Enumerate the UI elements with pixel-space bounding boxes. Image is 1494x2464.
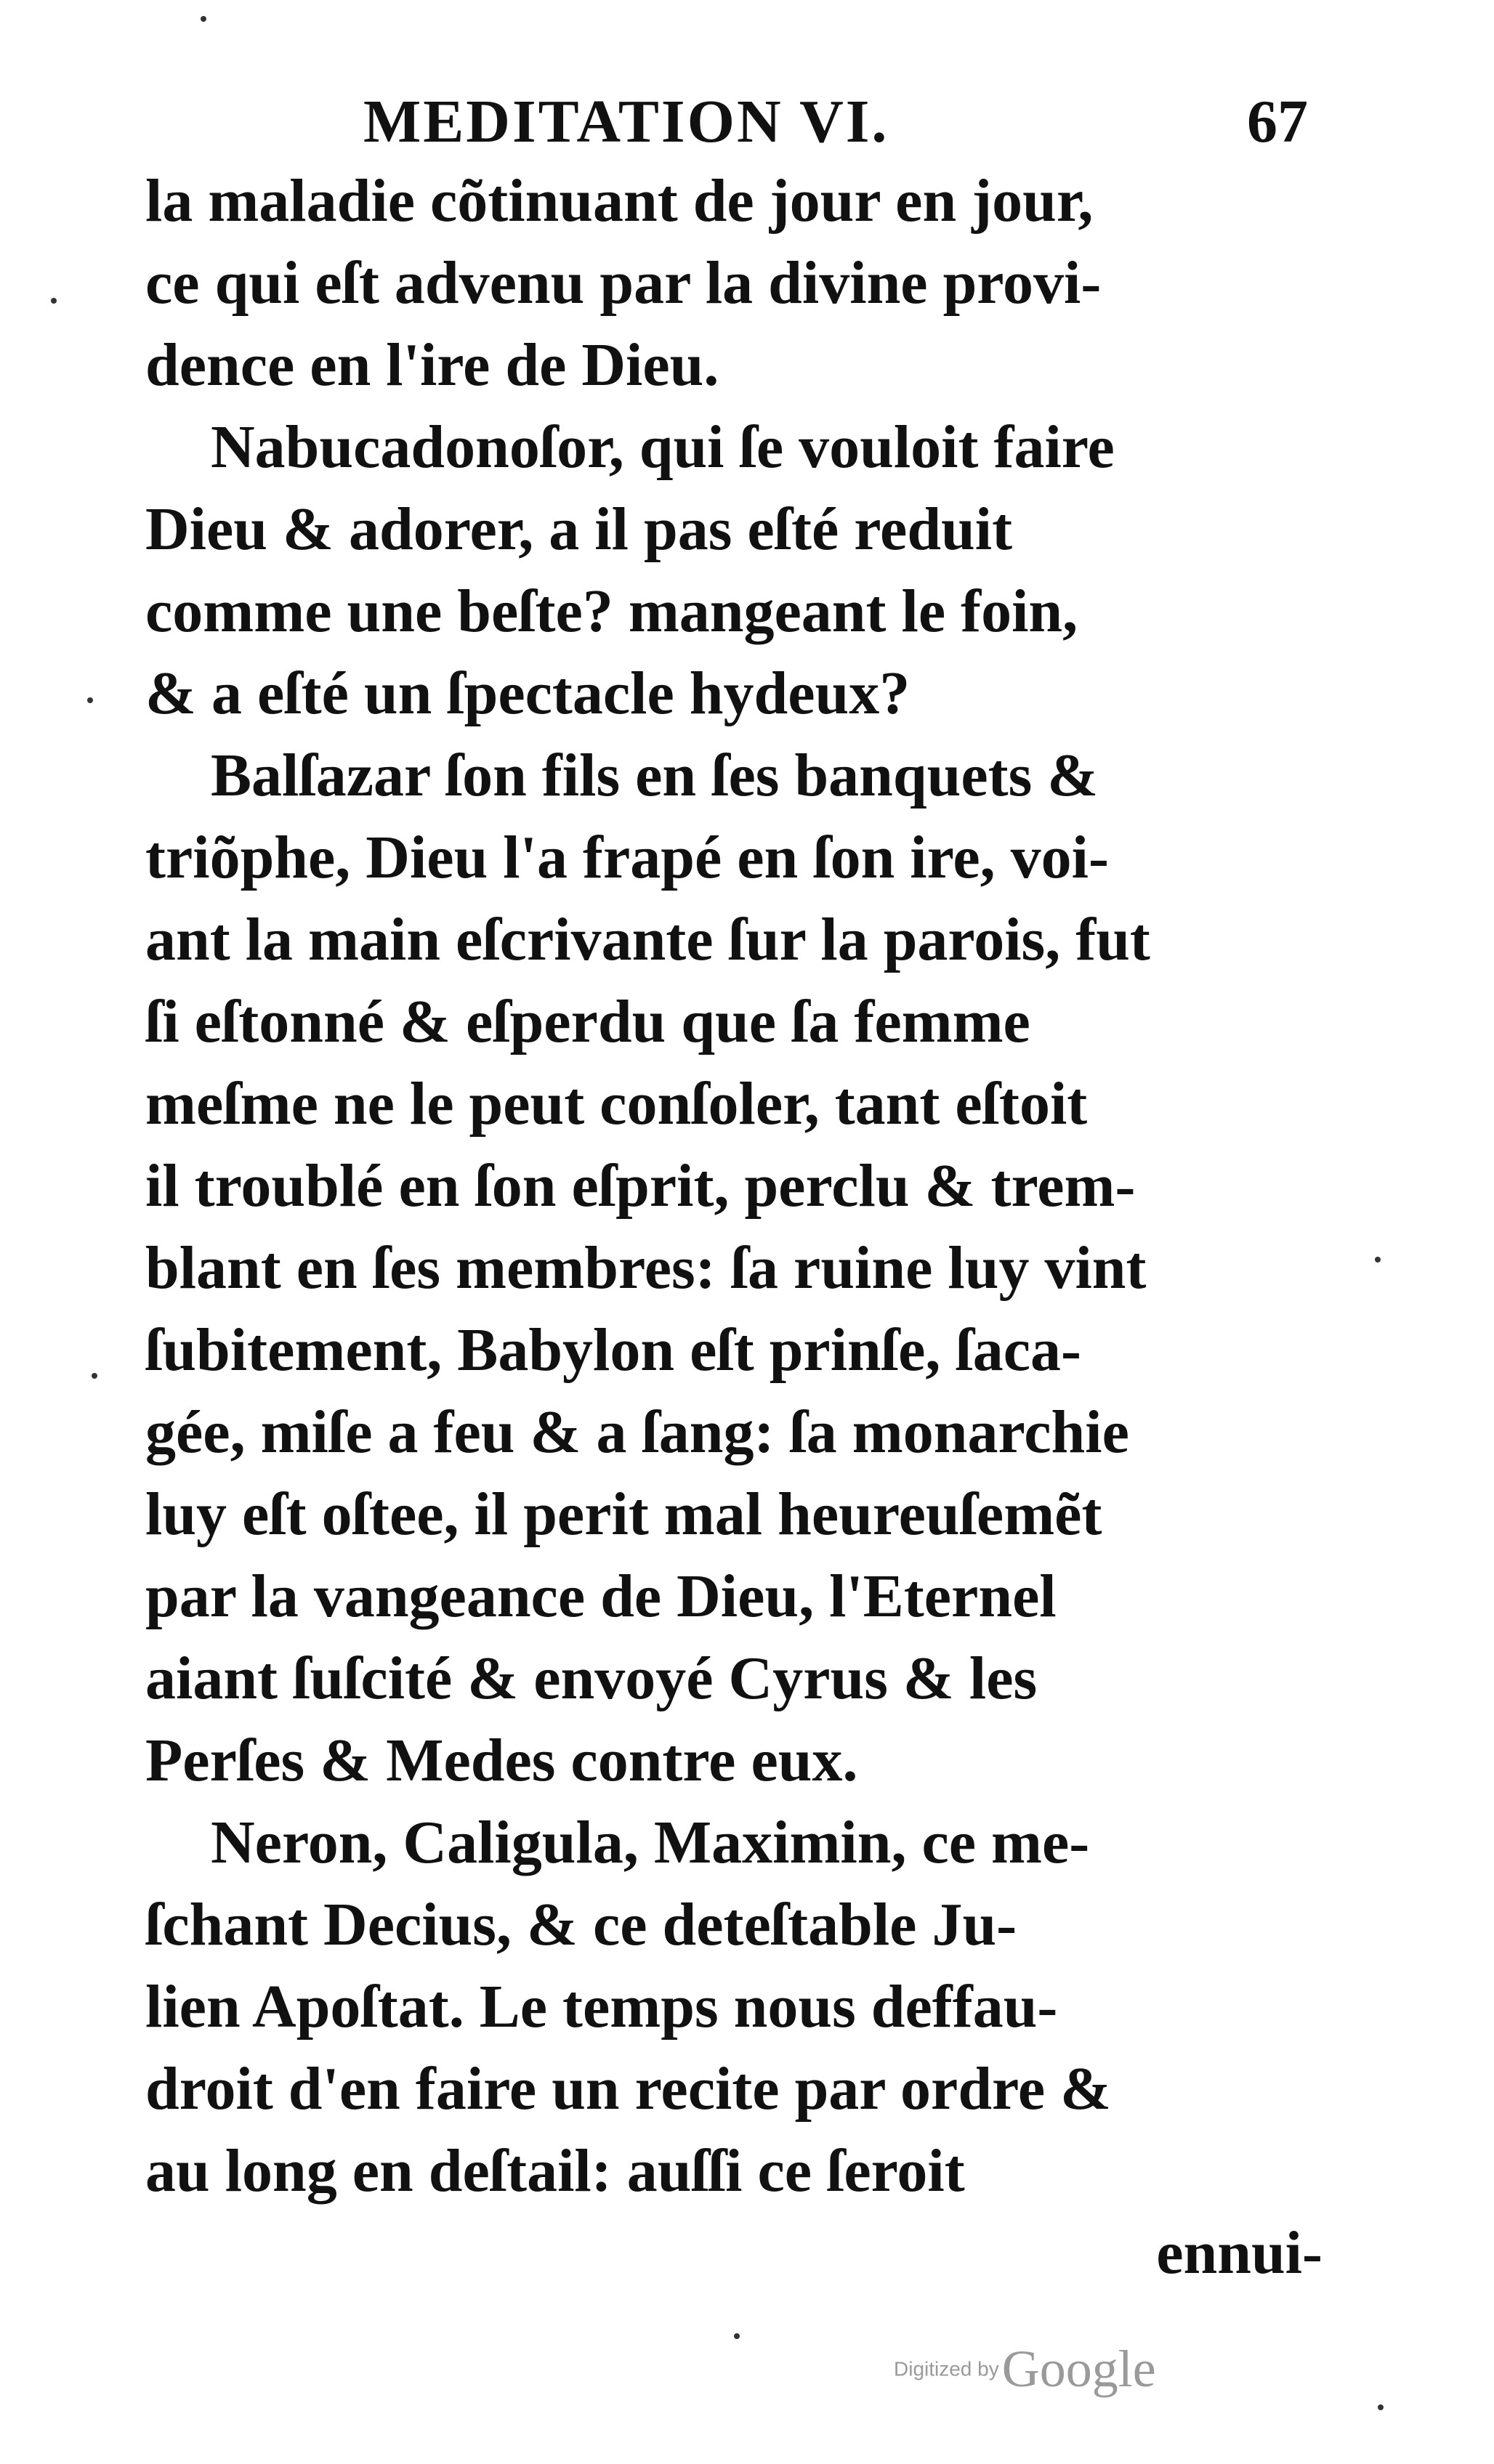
text-line: comme une beſte? mangeant le foin, (145, 578, 1078, 645)
text-line: & a eſté un ſpectacle hydeux? (145, 660, 910, 727)
watermark-prefix: Digitized by (894, 2357, 999, 2380)
text-line: droit d'en faire un recite par ordre & (145, 2055, 1112, 2123)
text-line: ſi eſtonné & eſperdu que ſa femme (145, 988, 1030, 1055)
text-line: luy eſt oſtee, il perit mal heureuſemẽt (145, 1480, 1102, 1548)
print-speck (1378, 2404, 1384, 2410)
text-line: ce qui eſt advenu par la divine provi- (145, 249, 1102, 317)
text-line: la maladie cõtinuant de jour en jour, (145, 167, 1094, 235)
text-line: blant en ſes membres: ſa ruine luy vint (145, 1234, 1147, 1302)
text-line: meſme ne le peut conſoler, tant eſtoit (145, 1070, 1088, 1138)
text-line: Dieu & adorer, a il pas eſté reduit (145, 495, 1013, 563)
text-line: gée, miſe a feu & a ſang: ſa monarchie (145, 1398, 1129, 1466)
text-line: ant la main eſcrivante ſur la parois, fut (145, 906, 1150, 973)
watermark-brand: Google (1001, 2340, 1156, 2398)
text-line: triõphe, Dieu l'a frapé en ſon ire, voi- (145, 824, 1109, 891)
text-line: lien Apoſtat. Le temps nous deffau- (145, 1973, 1058, 2040)
text-line: au long en deſtail: auſſi ce ſeroit (145, 2137, 965, 2205)
page-number: 67 (1247, 88, 1308, 155)
print-speck (1375, 1257, 1381, 1263)
running-title: MEDITATION VI. (363, 88, 889, 155)
print-speck (87, 697, 93, 703)
paragraph-start-line: Neron, Caligula, Maximin, ce me- (211, 1809, 1090, 1876)
text-line: ſubitement, Babylon eſt prinſe, ſaca- (145, 1316, 1081, 1384)
print-speck (734, 2333, 740, 2339)
paragraph-start-line: Nabucadonoſor, qui ſe vouloit faire (211, 413, 1115, 481)
text-line: ſchant Decius, & ce deteſtable Ju- (145, 1891, 1017, 1958)
page-header (363, 78, 1308, 166)
text-line: aiant ſuſcité & envoyé Cyrus & les (145, 1645, 1038, 1712)
print-speck (201, 16, 206, 22)
text-line: il troublé en ſon eſprit, perclu & trem- (145, 1152, 1136, 1220)
paragraph-start-line: Balſazar ſon fils en ſes banquets & (211, 742, 1099, 809)
body-text (145, 160, 1323, 2294)
text-line: par la vangeance de Dieu, l'Eternel (145, 1563, 1057, 1630)
digitized-watermark (894, 2339, 1156, 2399)
print-speck (51, 298, 57, 304)
text-line: dence en l'ire de Dieu. (145, 331, 719, 399)
print-speck (92, 1373, 97, 1379)
catchword: ennui- (1156, 2219, 1323, 2287)
text-line: Perſes & Medes contre eux. (145, 1727, 858, 1794)
